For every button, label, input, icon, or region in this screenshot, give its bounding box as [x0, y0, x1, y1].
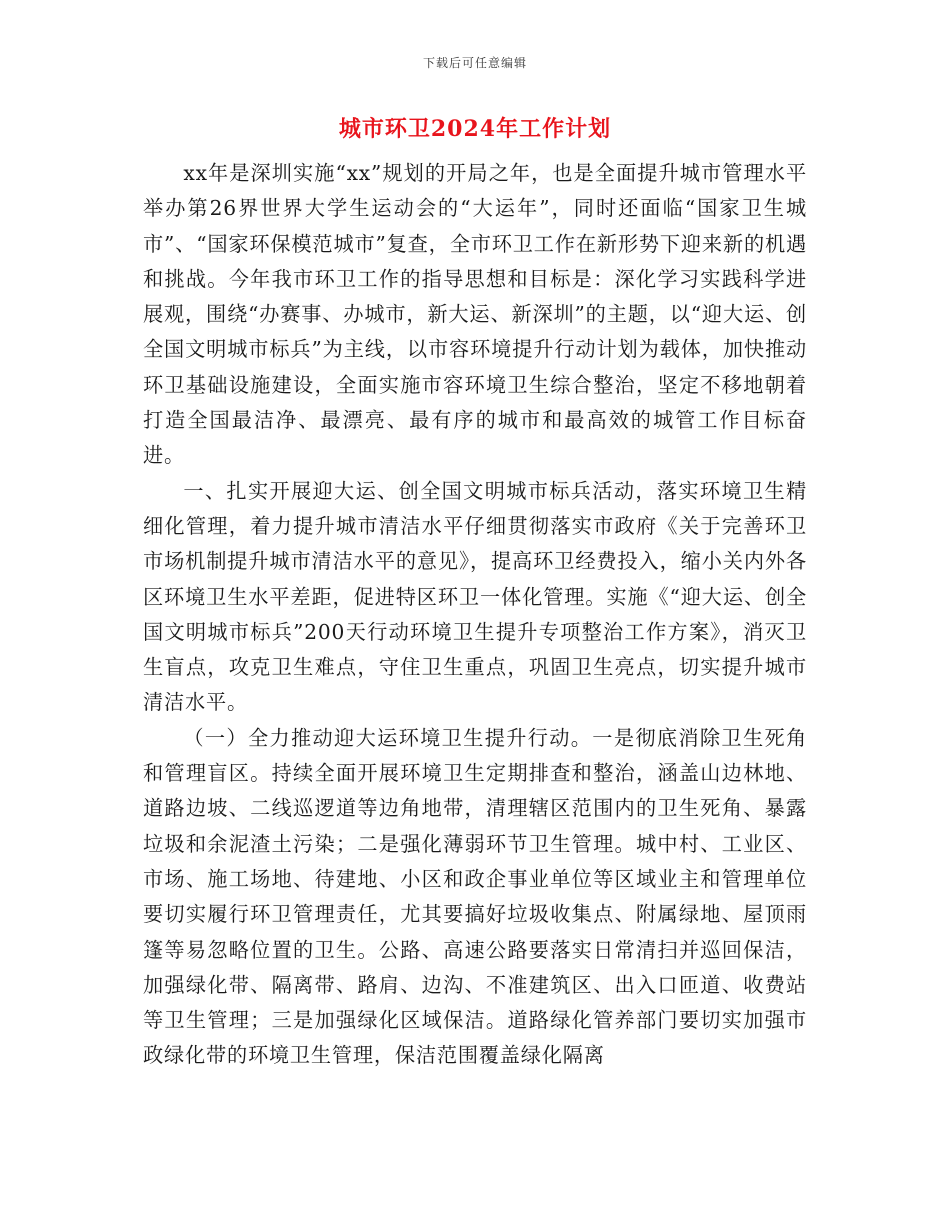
document-title: 城市环卫2024年工作计划 [338, 116, 612, 142]
document-body [143, 156, 807, 1074]
paragraph-section-1: 一、扎实开展迎大运、创全国文明城市标兵活动，落实环境卫生精细化管理，着力提升城市清洁水平仔细贯彻落实市政府《关于完善环卫市场机制提升城市清洁水平的意见》，提高环卫经费投入，缩小关内外各区环境卫生水平差距，促进特区环卫一体化管理。实施《“迎大运、创全国文明城市标兵”200天行动环境卫生提升专项整治工作方案》，消灭卫生盲点，攻克卫生难点，守住卫生重点，巩固卫生亮点，切实提升城市清洁水平。 [143, 478, 807, 715]
header-note: 下载后可任意编辑 [422, 56, 527, 70]
paragraph-intro: xx年是深圳实施“xx”规划的开局之年，也是全面提升城市管理水平举办第26界世界大学生运动会的“大运年”，同时还面临“国家卫生城市”、“国家环保模范城市”复查，全市环卫工作在新形势下迎来新的机遇和挑战。今年我市环卫工作的指导思想和目标是：深化学习实践科学进展观，围绕“办赛事、办城市，新大运、新深圳”的主题，以“迎大运、创全国文明城市标兵”为主线，以市容环境提升行动计划为载体，加快推动环卫基础设施建设，全面实施市容环境卫生综合整治，坚定不移地朝着打造全国最洁净、最漂亮、最有序的城市和最高效的城管工作目标奋进。 [143, 161, 807, 468]
paragraph-subsection-1: （一）全力推动迎大运环境卫生提升行动。一是彻底消除卫生死角和管理盲区。持续全面开展环境卫生定期排查和整治，涵盖山边林地、道路边坡、二线巡逻道等边角地带，清理辖区范围内的卫生死角、暴露垃圾和余泥渣土污染；二是强化薄弱环节卫生管理。城中村、工业区、市场、施工场地、待建地、小区和政企事业单位等区域业主和管理单位要切实履行环卫管理责任，尤其要搞好垃圾收集点、附属绿地、屋顶雨篷等易忽略位置的卫生。公路、高速公路要落实日常清扫并巡回保洁，加强绿化带、隔离带、路肩、边沟、不准建筑区、出入口匝道、收费站等卫生管理；三是加强绿化区域保洁。道路绿化管养部门要切实加强市政绿化带的环境卫生管理，保洁范围覆盖绿化隔离 [143, 725, 807, 1068]
